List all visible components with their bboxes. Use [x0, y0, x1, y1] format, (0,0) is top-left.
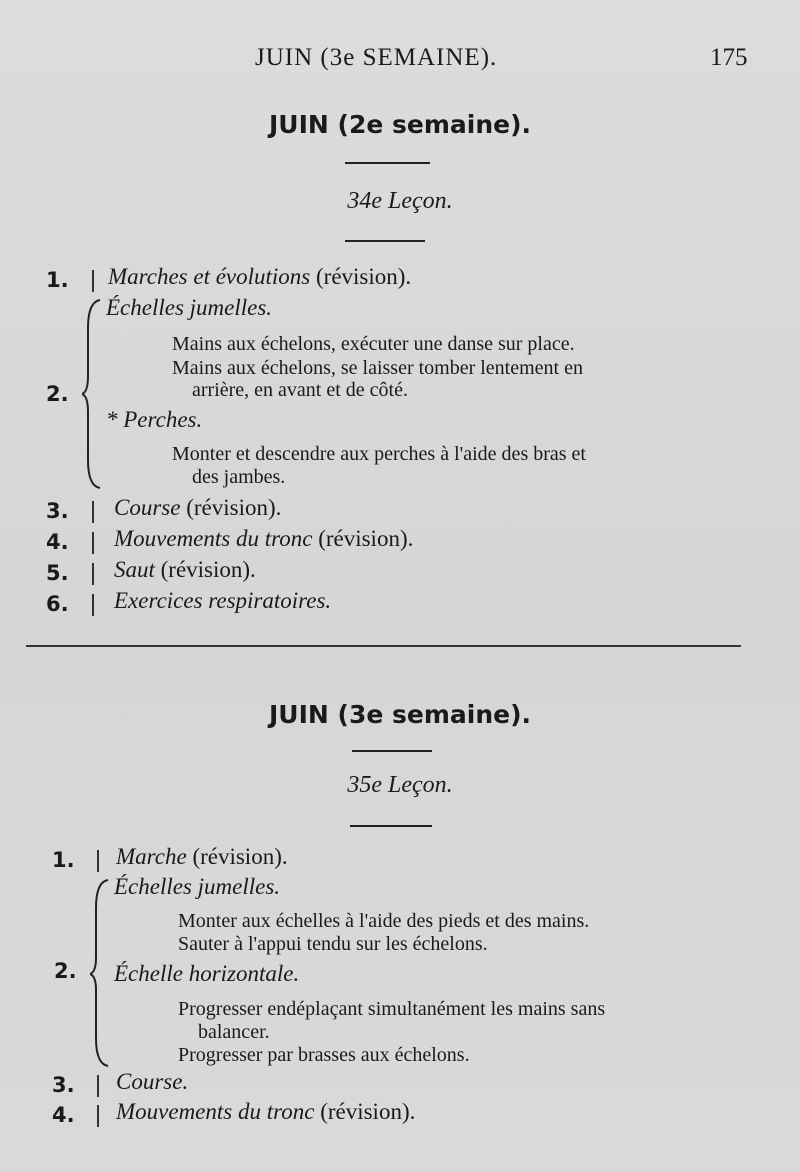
item-number: 1. — [46, 268, 69, 292]
item-number: 4. — [52, 1103, 75, 1127]
divider-rule — [352, 750, 432, 752]
item-number: 1. — [52, 848, 75, 872]
item-title: Marche — [116, 844, 187, 869]
item-bar — [92, 270, 94, 292]
item-bar — [92, 594, 94, 616]
item-suffix: (révision). — [192, 844, 288, 869]
item-suffix: (révision). — [186, 495, 282, 520]
divider-rule — [345, 240, 425, 242]
list-item — [114, 588, 331, 614]
group-title: * Perches. — [106, 407, 203, 432]
item-bar — [97, 1075, 99, 1097]
list-item — [114, 526, 413, 552]
list-item — [116, 844, 288, 870]
group-title: Échelles jumelles. — [114, 874, 281, 899]
list-item — [108, 264, 411, 290]
item-title: Course. — [116, 1069, 189, 1094]
page-number: 175 — [710, 44, 748, 71]
item-title: Marches et évolutions — [108, 264, 311, 289]
week1-heading: JUIN (2e semaine). — [268, 110, 531, 139]
item-title: Course — [114, 495, 181, 520]
exercise-line: Monter aux échelles à l'aide des pieds et des mains. — [178, 910, 590, 932]
group-title: Échelle horizontale. — [114, 961, 300, 986]
item-suffix: (révision). — [320, 1099, 416, 1124]
exercise-line: Mains aux échelons, exécuter une danse sur place. — [172, 333, 575, 355]
item-number: 2. — [46, 382, 69, 406]
list-item — [114, 557, 256, 583]
running-head — [0, 40, 800, 76]
exercise-line: Progresser par brasses aux échelons. — [178, 1044, 470, 1066]
item-suffix: (révision). — [318, 526, 414, 551]
section-divider — [26, 645, 741, 647]
item-bar — [97, 1105, 99, 1127]
item-bar — [92, 563, 94, 585]
week2-heading: JUIN (3e semaine). — [268, 700, 531, 729]
item-number: 3. — [52, 1073, 75, 1097]
list-item — [114, 495, 281, 521]
item-bar — [97, 850, 99, 872]
item-number: 4. — [46, 530, 69, 554]
item-bar — [92, 501, 94, 523]
list-item — [116, 1099, 415, 1125]
item-number: 5. — [46, 561, 69, 585]
week2-lesson-title: 35e Leçon. — [347, 772, 453, 798]
running-head-title: JUIN (3e SEMAINE). — [255, 44, 498, 71]
item-number: 3. — [46, 499, 69, 523]
item-bar — [92, 532, 94, 554]
divider-rule — [350, 825, 432, 827]
exercise-line: Monter et descendre aux perches à l'aide des bras et — [172, 443, 586, 465]
divider-rule — [345, 162, 430, 164]
group-title: Échelles jumelles. — [106, 295, 273, 320]
exercise-line: des jambes. — [192, 466, 286, 488]
curly-brace — [82, 298, 102, 490]
item-title: Mouvements du tronc — [116, 1099, 315, 1124]
curly-brace — [90, 878, 110, 1068]
list-item — [116, 1069, 188, 1095]
exercise-line: balancer. — [198, 1021, 270, 1043]
exercise-line: Sauter à l'appui tendu sur les échelons. — [178, 933, 488, 955]
item-suffix: (révision). — [160, 557, 256, 582]
item-title: Saut — [114, 557, 155, 582]
item-number: 6. — [46, 592, 69, 616]
item-title: Mouvements du tronc — [114, 526, 313, 551]
exercise-line: Progresser endéplaçant simultanément les mains sans — [178, 998, 606, 1020]
exercise-line: Mains aux échelons, se laisser tomber lentement en — [172, 357, 583, 379]
item-title: Exercices respiratoires. — [114, 588, 332, 613]
item-number: 2. — [54, 959, 77, 983]
item-suffix: (révision). — [316, 264, 412, 289]
week1-lesson-title: 34e Leçon. — [347, 188, 453, 214]
exercise-line: arrière, en avant et de côté. — [192, 379, 408, 401]
